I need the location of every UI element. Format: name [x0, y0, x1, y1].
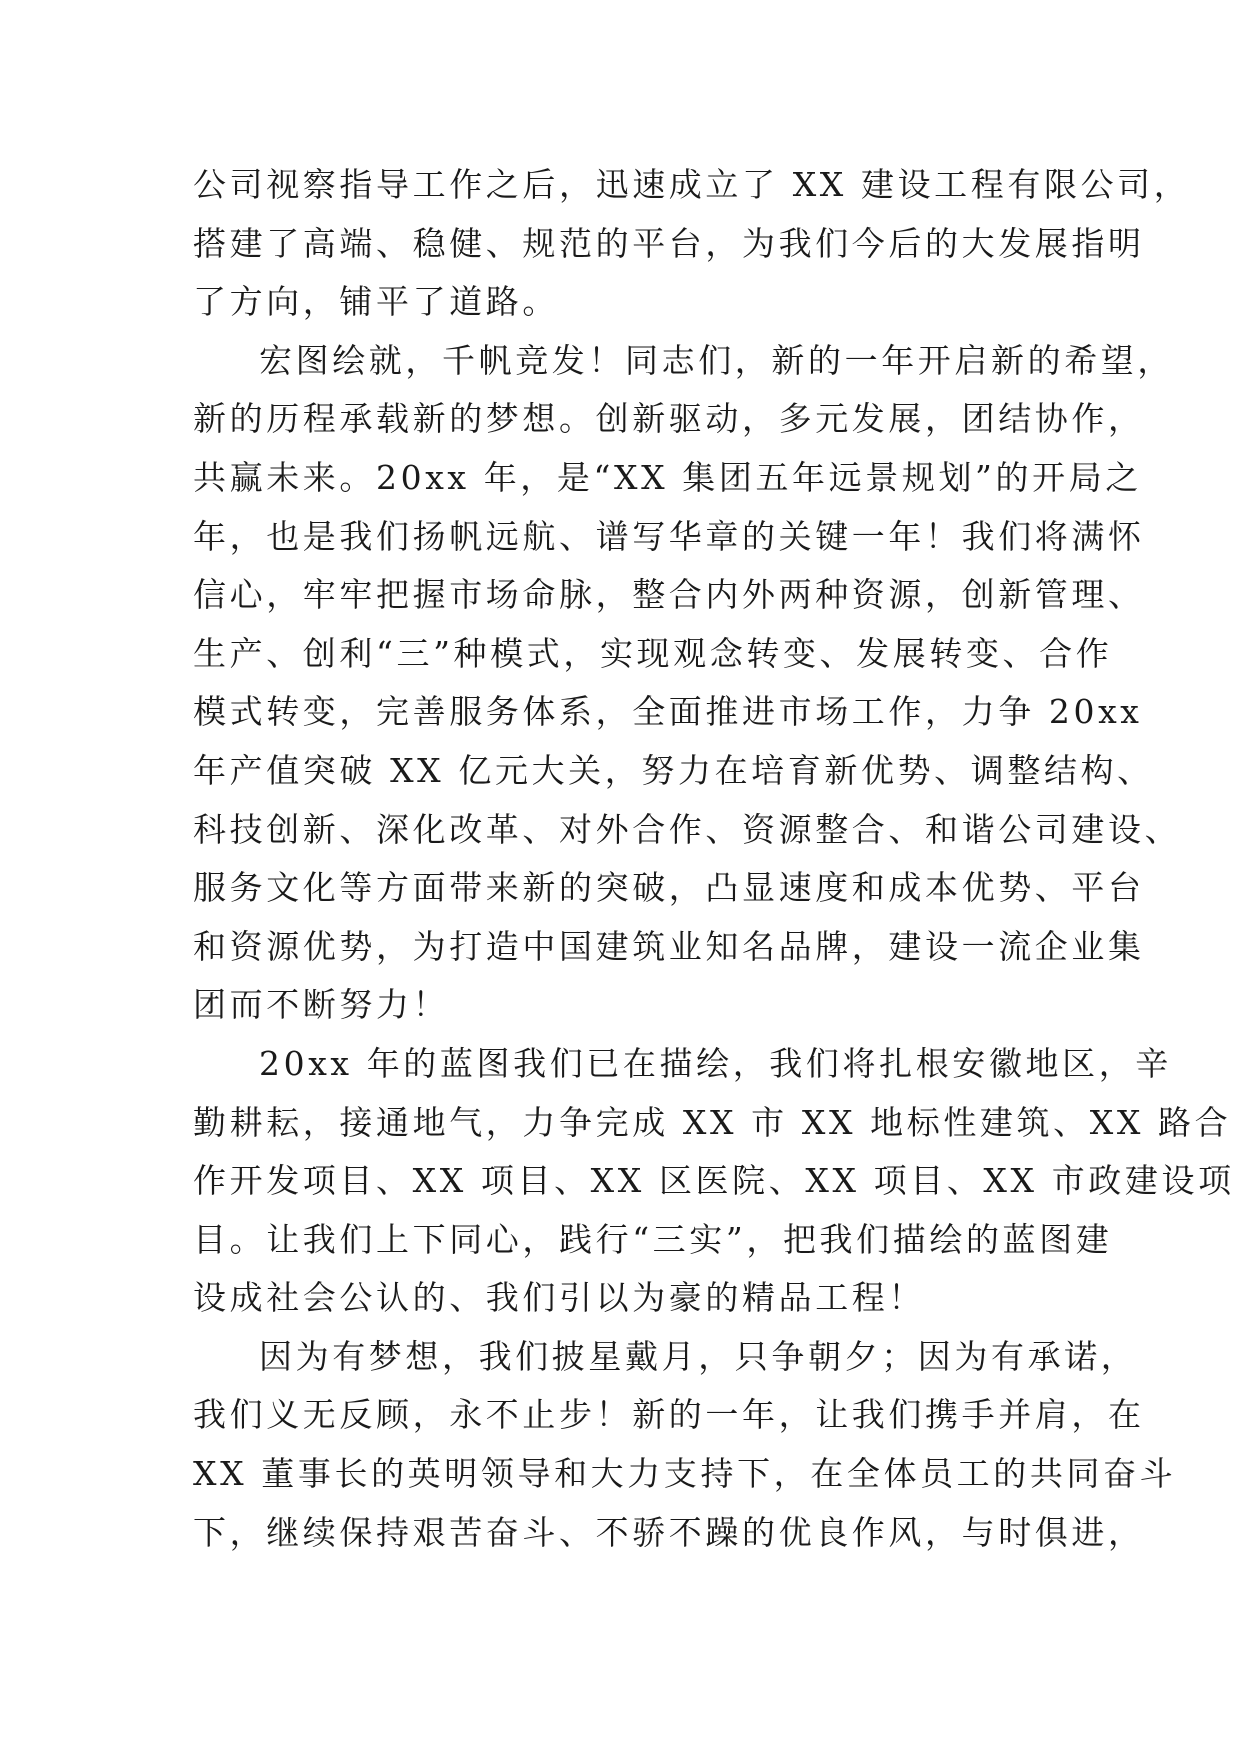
text-line: 模式转变，完善服务体系，全面推进市场工作，力争 20xx	[193, 692, 1143, 732]
paragraph-2	[193, 332, 1182, 1035]
text-line: 年，也是我们扬帆远航、谱写华章的关键一年！我们将满怀	[193, 516, 1145, 556]
text-line: 作开发项目、XX 项目、XX 区医院、XX 项目、XX 市政建设项	[193, 1161, 1235, 1201]
paragraph-1	[193, 156, 1191, 332]
text-line: 和资源优势，为打造中国建筑业知名品牌，建设一流企业集	[193, 926, 1145, 966]
text-line: 下，继续保持艰苦奋斗、不骄不躁的优良作风，与时俱进，	[193, 1512, 1145, 1552]
text-line: 信心，牢牢把握市场命脉，整合内外两种资源，创新管理、	[193, 575, 1145, 615]
text-line: 设成社会公认的、我们引以为豪的精品工程！	[193, 1278, 925, 1318]
text-line: 目。让我们上下同心，践行“三实”，把我们描绘的蓝图建	[193, 1219, 1113, 1259]
text-line: 新的历程承载新的梦想。创新驱动，多元发展，团结协作，	[193, 399, 1145, 439]
text-line: 科技创新、深化改革、对外合作、资源整合、和谐公司建设、	[193, 809, 1182, 849]
text-line: 勤耕耘，接通地气，力争完成 XX 市 XX 地标性建筑、XX 路合	[193, 1102, 1232, 1142]
text-line: XX 董事长的英明领导和大力支持下，在全体员工的共同奋斗	[193, 1454, 1177, 1494]
text-line: 20xx 年的蓝图我们已在描绘，我们将扎根安徽地区，辛	[259, 1043, 1172, 1083]
text-line: 服务文化等方面带来新的突破，凸显速度和成本优势、平台	[193, 868, 1145, 908]
text-line: 公司视察指导工作之后，迅速成立了 XX 建设工程有限公司，	[193, 165, 1191, 204]
text-line: 团而不断努力！	[193, 985, 450, 1025]
text-line: 生产、创利“三”种模式，实现观念转变、发展转变、合作	[193, 633, 1113, 673]
text-line: 宏图绘就，千帆竞发！同志们，新的一年开启新的希望，	[259, 340, 1174, 380]
paragraph-3	[193, 1035, 1235, 1328]
document-body	[193, 156, 1235, 1562]
paragraph-4	[193, 1328, 1177, 1562]
text-line: 年产值突破 XX 亿元大关，努力在培育新优势、调整结构、	[193, 750, 1154, 790]
text-line: 因为有梦想，我们披星戴月，只争朝夕；因为有承诺，	[259, 1336, 1138, 1376]
text-line: 了方向，铺平了道路。	[193, 282, 559, 322]
text-line: 搭建了高端、稳健、规范的平台，为我们今后的大发展指明	[193, 223, 1145, 263]
text-line: 共赢未来。20xx 年，是“XX 集团五年远景规划”的开局之	[193, 457, 1142, 497]
text-line: 我们义无反顾，永不止步！新的一年，让我们携手并肩，在	[193, 1395, 1145, 1435]
